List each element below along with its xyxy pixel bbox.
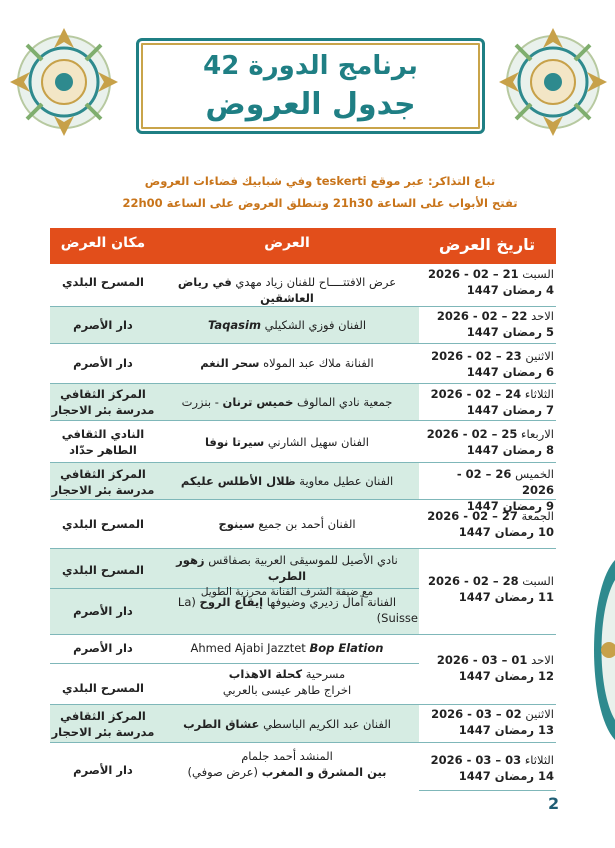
date-cell: السبت 28 – 02 - 2026 11 رمضان 1447 [428, 574, 554, 604]
doors-info: تفتح الأبواب على الساعة 21h30 وتنطلق العروض على الساعة 22h00 [122, 196, 518, 210]
date-cell: الثلاثاء 24 – 02 - 2026 7 رمضان 1447 [430, 387, 554, 417]
show-cell: جمعية نادي المالوف خميس ترنان - بنزرت [181, 395, 393, 409]
date-cell: الاثنين 02 – 03 - 2026 13 رمضان 1447 [431, 707, 554, 737]
show-cell: الفنان عبد الكريم الباسطي عشاق الطرب [183, 717, 391, 731]
table-header [50, 228, 556, 264]
show-cell: عرض الافتتــــاح للفنان زياد مهدي في رياض العاشقين [177, 275, 397, 305]
venue-cell: دار الأصرم [73, 641, 133, 655]
arabesque-ornament-left [2, 22, 142, 142]
show-cell: الفنانة آمال زديري وضيوفها إيقاع الروح (La Suisse) [177, 595, 418, 625]
page-subtitle: جدول العروض [205, 87, 416, 122]
show-cell: الفنان عطيل معاوية ظلال الأطلس عليكم [180, 474, 394, 488]
arabesque-edge-ornament [583, 560, 615, 740]
venue-cell: دار الأصرم [73, 318, 133, 332]
venue-cell: المسرح البلدي [62, 275, 144, 289]
schedule-table [50, 228, 556, 794]
page-title: برنامج الدورة 42 [203, 51, 418, 81]
venue-cell: المركز الثقافي مدرسة بئر الاحجار [51, 387, 155, 417]
venue-cell: المركز الثقافي مدرسة بئر الاحجار [51, 467, 155, 497]
date-cell: الخميس 26 – 02 - 2026 9 رمضان 1447 [456, 467, 554, 513]
show-cell: الفنان أحمد بن جميع سينوج [218, 517, 356, 531]
show-cell: الفنان سهيل الشارني سيرتا نوفا [204, 435, 369, 449]
show-cell: الفنان فوزي الشكيلي Taqasim [207, 318, 367, 332]
venue-cell: دار الأصرم [73, 763, 133, 777]
show-cell: الفنانة ملاك عبد المولاه سحر النغم [200, 356, 374, 370]
venue-cell: المسرح البلدي [62, 517, 144, 531]
date-cell: الجمعة 27 – 02 - 2026 10 رمضان 1447 [427, 509, 554, 539]
show-cell: نادي الأصيل للموسيقى العربية بصفاقس زهور الطرب مع ضيفة الشرف الفنانة محرزية الطويل [176, 553, 398, 598]
venue-cell: النادي الثقافي الطاهر حدّاد [61, 427, 145, 457]
date-cell: الاحد 01 – 03 - 2026 12 رمضان 1447 [436, 653, 554, 683]
header-show: العرض [264, 235, 310, 251]
show-cell: المنشد أحمد جلمام بين المشرق و المغرب (عرض صوفي) [187, 749, 387, 779]
header-venue: مكان العرض [60, 235, 146, 251]
date-cell: السبت 21 – 02 - 2026 4 رمضان 1447 [428, 267, 554, 297]
date-cell: الاثنين 23 – 02 - 2026 6 رمضان 1447 [431, 349, 554, 379]
venue-cell: دار الأصرم [73, 356, 133, 370]
show-cell: مسرحية كحلة الاهذاب اخراج طاهر عيسى بالعربي [222, 667, 352, 697]
venue-cell: المسرح البلدي [62, 681, 144, 695]
venue-cell: دار الأصرم [73, 604, 133, 618]
date-cell: الثلاثاء 03 – 03 - 2026 14 رمضان 1447 [430, 753, 554, 783]
date-cell: الاحد 22 – 02 - 2026 5 رمضان 1447 [436, 309, 554, 339]
header-date: تاريخ العرض [438, 235, 536, 254]
date-cell: الاربعاء 25 – 02 - 2026 8 رمضان 1447 [426, 427, 554, 457]
page-number: 2 [548, 794, 560, 813]
title-plaque [136, 38, 485, 134]
show-cell: Ahmed Ajabi Jazztet Bop Elation [190, 641, 384, 655]
venue-cell: المركز الثقافي مدرسة بئر الاحجار [51, 709, 155, 739]
venue-cell: المسرح البلدي [62, 563, 144, 577]
ticket-info: تباع التذاكر: عبر موقع teskerti وفي شبابيك فضاءات العروض [144, 174, 496, 188]
arabesque-ornament-right [475, 22, 615, 142]
